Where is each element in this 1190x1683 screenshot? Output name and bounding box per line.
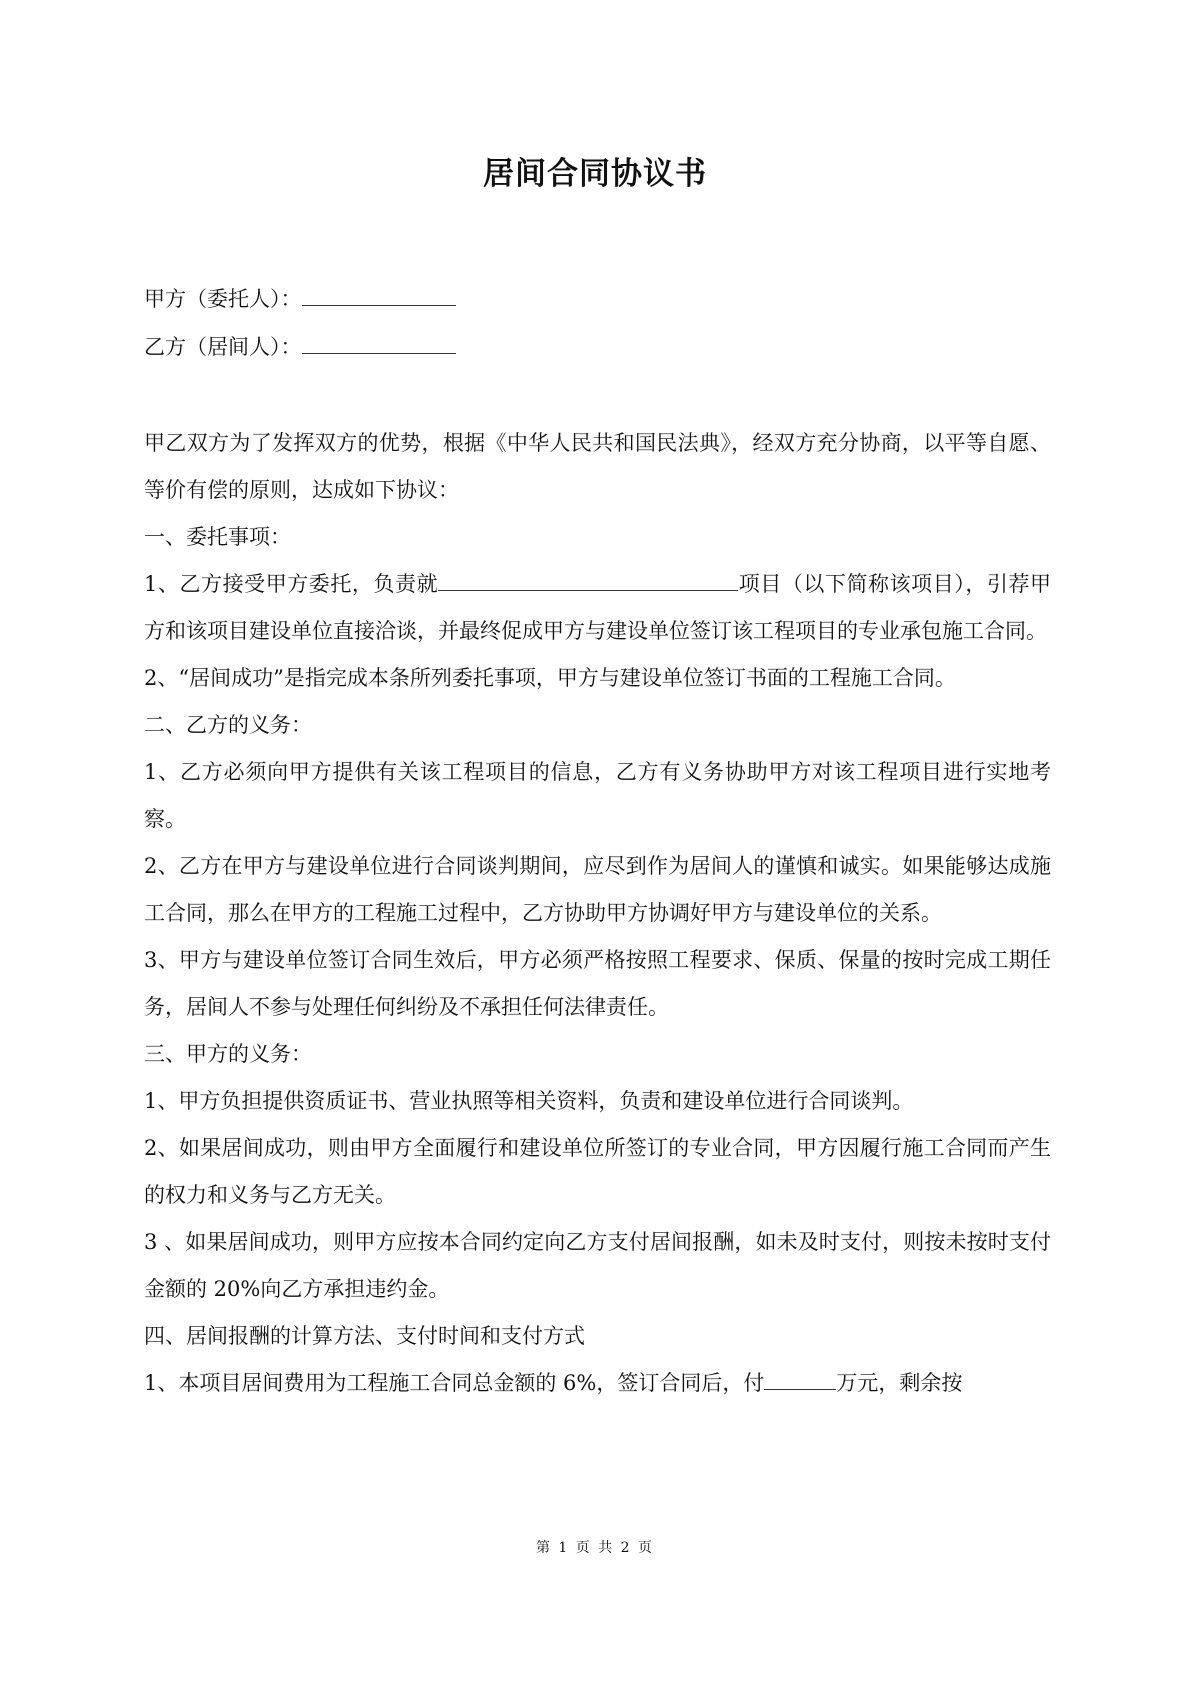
intro-paragraph: 甲乙双方为了发挥双方的优势，根据《中华人民共和国民法典》，经双方充分协商，以平等自愿、等价有偿的原则，达成如下协议： [144,431,1051,502]
section-3-item-3: 3 、如果居间成功，则甲方应按本合同约定向乙方支付居间报酬，如未及时支付，则按未按时支付金额的 20%向乙方承担违约金。 [144,1230,1051,1301]
party-a-label: 甲方（委托人）： [144,287,302,311]
amount-blank [764,1369,836,1390]
party-b-line [144,332,456,362]
section-4-heading: 四、居间报酬的计算方法、支付时间和支付方式 [144,1324,585,1348]
party-a-line [144,284,456,314]
section-1-item-2: 2、“居间成功”是指完成本条所列委托事项，甲方与建设单位签订书面的工程施工合同。 [144,666,956,690]
section-3-item-2: 2、如果居间成功，则由甲方全面履行和建设单位所签订的专业合同，甲方因履行施工合同而产生的权力和义务与乙方无关。 [144,1136,1051,1207]
section-1-heading: 一、委托事项： [144,525,291,549]
item-1-rest: 项目（以下简称该项目），引荐甲方和该项目建设单位直接洽谈，并最终促成甲方与建设单位签订该工程项目的专业承包施工合同。 [144,572,1051,643]
party-a-blank [302,285,456,306]
section-2-item-1: 1、乙方必须向甲方提供有关该工程项目的信息，乙方有义务协助甲方对该工程项目进行实地考察。 [144,760,1051,831]
item-1-lead: 1、乙方接受甲方委托，负责就 [144,572,439,596]
project-name-blank [438,570,738,591]
section-2-item-2: 2、乙方在甲方与建设单位进行合同谈判期间，应尽到作为居间人的谨慎和诚实。如果能够达成施工合同，那么在甲方的工程施工过程中，乙方协助甲方协调好甲方与建设单位的关系。 [144,854,1051,925]
section-2-item-3: 3、甲方与建设单位签订合同生效后，甲方必须严格按照工程要求、保质、保量的按时完成工期任务，居间人不参与处理任何纠纷及不承担任何法律责任。 [144,948,1051,1019]
fee-lead: 1、本项目居间费用为工程施工合同总金额的 6%，签订合同后，付 [144,1371,765,1395]
page-footer: 第 1 页 共 2 页 [535,1540,655,1556]
fee-rest: 万元，剩余按 [836,1371,963,1395]
section-1-item-1 [144,561,1051,655]
document-title: 居间合同协议书 [483,156,707,192]
party-b-blank [302,333,456,354]
section-3-heading: 三、甲方的义务： [144,1042,312,1066]
section-2-heading: 二、乙方的义务： [144,713,312,737]
section-3-item-1: 1、甲方负担提供资质证书、营业执照等相关资料，负责和建设单位进行合同谈判。 [144,1089,914,1113]
section-4-item-1 [144,1360,1051,1407]
party-b-label: 乙方（居间人）： [144,335,302,359]
document-body [144,420,1051,1407]
